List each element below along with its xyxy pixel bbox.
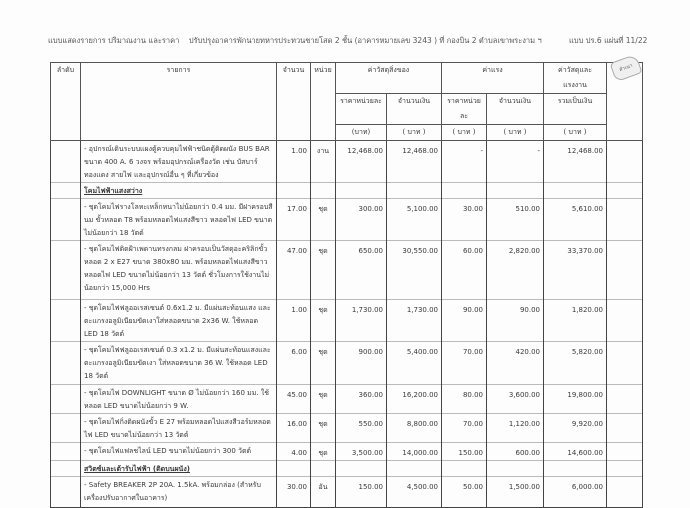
labour-unit-price-cell: 150.00 (442, 443, 487, 461)
material-amount-cell (387, 183, 442, 199)
description-cell: โคมไฟฟ้าแสงสว่าง (81, 183, 277, 199)
labour-unit-price-cell: 70.00 (442, 342, 487, 385)
labour-unit-price-cell: 90.00 (442, 300, 487, 342)
total-cell: 19,800.00 (544, 385, 607, 414)
note-cell (607, 461, 643, 477)
unit-cell (311, 183, 336, 199)
baht-label: ( บาท ) (442, 125, 487, 141)
description-cell: - ชุดโคมไฟติดฝ้าเพดานทรงกลม ฝาครอบเป็นวัสดุอะคริลิกขั้วหลอด 2 x E27 ขนาด 380x80 มม. พร้อมหลอดไฟแสงสีขาว หลอดไฟ LED ขนาดไม่น้อยกว่า 13 วัตต์ ชั่วโมงการใช้งานไม่น้อยกว่า 15,000 Hrs (81, 241, 277, 300)
labour-unit-price-cell: 70.00 (442, 414, 487, 443)
total-cell: 12,468.00 (544, 141, 607, 183)
table-row (51, 199, 643, 241)
material-amount-cell: 16,200.00 (387, 385, 442, 414)
note-cell (607, 199, 643, 241)
table-row (51, 241, 643, 300)
labour-unit-price-cell: 80.00 (442, 385, 487, 414)
description-cell: - ชุดโคมไฟ DOWNLIGHT ขนาด Ø ไม่น้อยกว่า 160 มม. ใช้หลอด LED ขนาดไม่น้อยกว่า 9 W. (81, 385, 277, 414)
material-unit-price-cell: 150.00 (336, 477, 387, 508)
qty-cell: 17.00 (277, 199, 311, 241)
note-cell (607, 414, 643, 443)
material-amount-cell: 5,400.00 (387, 342, 442, 385)
total-cell: 5,820.00 (544, 342, 607, 385)
labour-unit-price-cell: 50.00 (442, 477, 487, 508)
description-cell: - ชุดโคมไฟฟลูออเรสเซนต์ 0.3 x1.2 ม. มีแผ่นสะท้อนแสงและตะแกรงอลูมิเนียมขัดเงา ใส่หลอดขนาด 36 W. ใช้หลอด LED 18 วัตต์ (81, 342, 277, 385)
labour-amount-cell: 3,600.00 (487, 385, 544, 414)
order-cell (51, 300, 81, 342)
description-cell: - ชุดโคมไฟฟลูออเรสเซนต์ 0.6x1.2 ม. มีแผ่นสะท้อนแสง และตะแกรงอลูมิเนียมขัดเงาใส่หลอดขนาด 2x36 W. ใช้หลอด LED 18 วัตต์ (81, 300, 277, 342)
order-cell (51, 385, 81, 414)
section-row (51, 183, 643, 199)
note-cell (607, 183, 643, 199)
total-cell (544, 461, 607, 477)
total-cell: 9,920.00 (544, 414, 607, 443)
qty-cell (277, 183, 311, 199)
qty-cell: 47.00 (277, 241, 311, 300)
baht-label: (บาท) (336, 125, 387, 141)
qty-cell: 6.00 (277, 342, 311, 385)
col-item: รายการ (81, 63, 277, 141)
col-labour: ค่าแรง (442, 63, 544, 94)
material-amount-cell: 14,000.00 (387, 443, 442, 461)
labour-amount-cell: 420.00 (487, 342, 544, 385)
labour-unit-price-cell: 60.00 (442, 241, 487, 300)
total-cell: 14,600.00 (544, 443, 607, 461)
unit-cell: ชุด (311, 443, 336, 461)
baht-label: ( บาท ) (487, 125, 544, 141)
note-cell (607, 477, 643, 508)
material-unit-price-cell: 550.00 (336, 414, 387, 443)
material-amount-cell: 30,550.00 (387, 241, 442, 300)
material-unit-price-cell: 1,730.00 (336, 300, 387, 342)
labour-unit-price-cell: 30.00 (442, 199, 487, 241)
note-cell (607, 385, 643, 414)
labour-unit-price-cell (442, 461, 487, 477)
stamp-mark: สำเนา (609, 54, 642, 82)
note-cell (607, 342, 643, 385)
total-cell: 33,370.00 (544, 241, 607, 300)
unit-cell (311, 461, 336, 477)
col-order: ลำดับ (51, 63, 81, 141)
description-cell: - ชุดโคมไฟแฟลชไลน์ LED ขนาดไม่น้อยกว่า 300 วัตต์ (81, 443, 277, 461)
labour-amount-cell: 600.00 (487, 443, 544, 461)
qty-cell: 30.00 (277, 477, 311, 508)
order-cell (51, 199, 81, 241)
baht-label: ( บาท ) (544, 125, 607, 141)
table-row (51, 414, 643, 443)
unit-cell: ชุด (311, 385, 336, 414)
description-cell: - อุปกรณ์เดินระบบแผงตู้ควบคุมไฟฟ้าชนิดตู้ติดผนัง BUS BAR ขนาด 400 A. 6 วงจร พร้อมอุปกรณ์เครื่องวัด เช่น บัสบาร์ทองแดง สายไฟ และอุปกรณ์อื่น ๆ ที่เกี่ยวข้อง (81, 141, 277, 183)
description-cell: - ชุดโคมไฟกิ่งติดผนังขั้ว E 27 พร้อมหลอดไปแสงสีวอร์มหลอดไฟ LED ขนาดไม่น้อยกว่า 13 วัตต์ (81, 414, 277, 443)
description-cell: - ชุดโคมไฟรางโลหะเหล็กหนาไม่น้อยกว่า 0.4 มม. มีฝาครอบสีนม ขั้วหลอด T8 พร้อมหลอดไฟแสงสีขาว หลอดไฟ LED ขนาดไม่น้อยกว่า 18 วัตต์ (81, 199, 277, 241)
material-unit-price-cell: 650.00 (336, 241, 387, 300)
col-material-unit-price: ราคาหน่วยละ (336, 94, 387, 125)
labour-amount-cell: 2,820.00 (487, 241, 544, 300)
table-row (51, 141, 643, 183)
project-title: ปรับปรุงอาคารพักนายทหารประทวนชายโสด 2 ชั้น (อาคารหมายเลข 3243 ) ที่ กองบิน 2 ตำบลเขาพระงาม ฯ (188, 36, 542, 45)
order-cell (51, 183, 81, 199)
form-title: แบบแสดงรายการ ปริมาณงาน และราคา (48, 36, 180, 45)
col-qty: จำนวน (277, 63, 311, 141)
note-cell (607, 300, 643, 342)
material-unit-price-cell: 360.00 (336, 385, 387, 414)
description-cell: - Safety BREAKER 2P 20A. 1.5kA. พร้อมกล่อง (สำหรับเครื่องปรับอากาศในอาคาร) (81, 477, 277, 508)
material-amount-cell: 4,500.00 (387, 477, 442, 508)
material-amount-cell: 8,800.00 (387, 414, 442, 443)
labour-amount-cell: 1,500.00 (487, 477, 544, 508)
col-material-amount: จำนวนเงิน (387, 94, 442, 125)
labour-unit-price-cell: - (442, 141, 487, 183)
table-row (51, 342, 643, 385)
document-header (48, 35, 542, 47)
col-labour-amount: จำนวนเงิน (487, 94, 544, 125)
total-cell: 1,820.00 (544, 300, 607, 342)
description-cell: สวิตซ์และเต้ารับไฟฟ้า (ติดบนผนัง) (81, 461, 277, 477)
labour-amount-cell: 510.00 (487, 199, 544, 241)
material-unit-price-cell: 12,468.00 (336, 141, 387, 183)
material-amount-cell: 12,468.00 (387, 141, 442, 183)
material-unit-price-cell: 900.00 (336, 342, 387, 385)
qty-cell: 45.00 (277, 385, 311, 414)
material-unit-price-cell (336, 183, 387, 199)
table-row (51, 477, 643, 508)
unit-cell: ชุด (311, 342, 336, 385)
total-cell (544, 183, 607, 199)
order-cell (51, 477, 81, 508)
order-cell (51, 241, 81, 300)
col-total-sum: รวมเป็นเงิน (544, 94, 607, 125)
unit-cell: ชุด (311, 300, 336, 342)
table-row (51, 385, 643, 414)
qty-cell (277, 461, 311, 477)
order-cell (51, 461, 81, 477)
note-cell (607, 141, 643, 183)
bill-of-quantities-table (50, 62, 643, 508)
labour-amount-cell: 90.00 (487, 300, 544, 342)
labour-amount-cell (487, 183, 544, 199)
labour-amount-cell: - (487, 141, 544, 183)
col-material: ค่าวัสดุสิ่งของ (336, 63, 442, 94)
unit-cell: ชุด (311, 199, 336, 241)
labour-amount-cell (487, 461, 544, 477)
unit-cell: ชุด (311, 414, 336, 443)
material-amount-cell: 1,730.00 (387, 300, 442, 342)
labour-amount-cell: 1,120.00 (487, 414, 544, 443)
table-row (51, 300, 643, 342)
material-amount-cell (387, 461, 442, 477)
qty-cell: 1.00 (277, 300, 311, 342)
total-cell: 6,000.00 (544, 477, 607, 508)
col-total: ค่าวัสดุและแรงงาน (544, 63, 607, 94)
material-unit-price-cell (336, 461, 387, 477)
total-cell: 5,610.00 (544, 199, 607, 241)
note-cell (607, 241, 643, 300)
unit-cell: อัน (311, 477, 336, 508)
material-amount-cell: 5,100.00 (387, 199, 442, 241)
table-row (51, 443, 643, 461)
material-unit-price-cell: 3,500.00 (336, 443, 387, 461)
col-unit: หน่วย (311, 63, 336, 141)
order-cell (51, 141, 81, 183)
labour-unit-price-cell (442, 183, 487, 199)
unit-cell: ชุด (311, 241, 336, 300)
qty-cell: 16.00 (277, 414, 311, 443)
qty-cell: 4.00 (277, 443, 311, 461)
material-unit-price-cell: 300.00 (336, 199, 387, 241)
section-row (51, 461, 643, 477)
qty-cell: 1.00 (277, 141, 311, 183)
baht-label: ( บาท ) (387, 125, 442, 141)
form-number: แบบ ปร.6 แผ่นที่ 11/22 (569, 36, 648, 45)
order-cell (51, 414, 81, 443)
note-cell (607, 443, 643, 461)
order-cell (51, 342, 81, 385)
col-labour-unit-price: ราคาหน่วยละ (442, 94, 487, 125)
order-cell (51, 443, 81, 461)
unit-cell: งาน (311, 141, 336, 183)
